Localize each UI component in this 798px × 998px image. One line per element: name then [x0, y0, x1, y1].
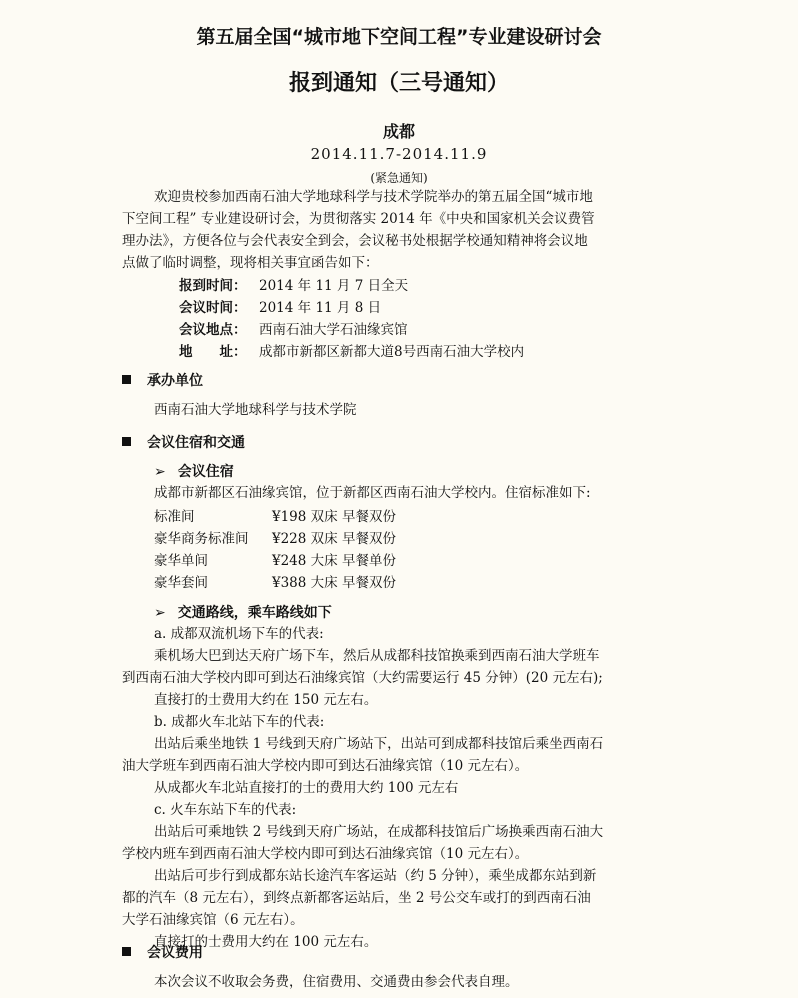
- transport-line: 油大学班车到西南石油大学校内即可到达石油缘宾馆（10 元左右）。: [122, 758, 529, 774]
- info-label: 会议地点：: [179, 322, 247, 338]
- room-row: [154, 527, 396, 547]
- host-body: 西南石油大学地球科学与技术学院: [154, 402, 357, 418]
- transport-line: 直接打的士费用大约在 150 元左右。: [154, 692, 378, 708]
- room-name: 豪华商务标准间: [154, 531, 249, 547]
- info-label: 地 址：: [179, 344, 247, 360]
- info-value: 成都市新都区新都大道8号西南石油大学校内: [259, 344, 525, 360]
- info-row: [179, 274, 408, 294]
- transport-line: a. 成都双流机场下车的代表:: [154, 626, 324, 642]
- section-heading-fee: 会议费用: [122, 942, 203, 962]
- transport-line: 出站后乘坐地铁 1 号线到天府广场站下，出站可到成都科技馆后乘坐西南石: [154, 736, 604, 752]
- section-heading-host: 承办单位: [122, 370, 203, 390]
- transport-line: 大学石油缘宾馆（6 元左右）。: [122, 912, 304, 928]
- bullet-square-icon: [122, 375, 131, 384]
- transport-line: 直接打的士费用大约在 100 元左右。: [154, 934, 378, 950]
- arrow-bullet-icon: ➢: [154, 464, 166, 480]
- subheading-transport: ➢ 交通路线，乘车路线如下: [154, 605, 332, 621]
- room-name: 标准间: [154, 509, 195, 525]
- room-detail: ¥198 双床 早餐双份: [272, 509, 396, 525]
- arrow-bullet-icon: ➢: [154, 605, 166, 621]
- date-range: 2014.11.7-2014.11.9: [310, 145, 488, 163]
- room-row: [154, 505, 396, 525]
- bullet-square-icon: [122, 947, 131, 956]
- info-value: 2014 年 11 月 8 日: [259, 300, 382, 316]
- intro-line: 点做了临时调整，现将相关事宜函告如下：: [122, 255, 379, 271]
- room-detail: ¥248 大床 早餐单份: [272, 553, 396, 569]
- info-value: 西南石油大学石油缘宾馆: [259, 322, 408, 338]
- room-row: [154, 549, 396, 569]
- transport-line: c. 火车东站下车的代表:: [154, 802, 297, 818]
- room-detail: ¥228 双床 早餐双份: [272, 531, 396, 547]
- transport-line: b. 成都火车北站下车的代表:: [154, 714, 325, 730]
- info-label: 会议时间：: [179, 300, 247, 316]
- transport-line: 到西南石油大学校内即可到达石油缘宾馆（大约需要运行 45 分钟）(20 元左右);: [122, 670, 603, 686]
- subheading-accommodation: ➢ 会议住宿: [154, 464, 234, 480]
- transport-line: 都的汽车（8 元左右），到终点新都客运站后，坐 2 号公交车或打的到西南石油: [122, 890, 591, 906]
- section-heading-lodging: 会议住宿和交通: [122, 432, 245, 452]
- transport-line: 出站后可乘地铁 2 号线到天府广场站，在成都科技馆后广场换乘西南石油大: [154, 824, 604, 840]
- intro-line: 下空间工程” 专业建设研讨会，为贯彻落实 2014 年《中央和国家机关会议费管: [122, 211, 595, 227]
- transport-line: 乘机场大巴到达天府广场下车，然后从成都科技馆换乘到西南石油大学班车: [154, 648, 600, 664]
- transport-line: 出站后可步行到成都东站长途汽车客运站（约 5 分钟），乘坐成都东站到新: [154, 868, 597, 884]
- info-value: 2014 年 11 月 7 日全天: [259, 278, 409, 294]
- info-row: [179, 318, 408, 338]
- page-title: 第五届全国“城市地下空间工程”专业建设研讨会: [196, 26, 602, 48]
- intro-line: 理办法》，方便各位与会代表安全到会，会议秘书处根据学校通知精神将会议地: [122, 233, 588, 249]
- room-row: [154, 571, 396, 591]
- bullet-square-icon: [122, 437, 131, 446]
- info-row: [179, 340, 524, 360]
- fee-body: 本次会议不收取会务费，住宿费用、交通费由参会代表自理。: [154, 974, 519, 990]
- room-name: 豪华套间: [154, 575, 208, 591]
- page-subtitle: 报到通知（三号通知）: [288, 71, 509, 96]
- city-heading: 成都: [382, 122, 415, 141]
- accommodation-desc: 成都市新都区石油缘宾馆，位于新都区西南石油大学校内。住宿标准如下:: [154, 485, 591, 501]
- transport-line: 从成都火车北站直接打的士的费用大约 100 元左右: [154, 780, 459, 796]
- intro-line: 欢迎贵校参加西南石油大学地球科学与技术学院举办的第五届全国“城市地: [154, 189, 593, 205]
- urgent-label: (紧急通知): [370, 171, 428, 185]
- transport-line: 学校内班车到西南石油大学校内即可到达石油缘宾馆（10 元左右）。: [122, 846, 529, 862]
- room-name: 豪华单间: [154, 553, 208, 569]
- info-row: [179, 296, 381, 316]
- info-label: 报到时间：: [179, 278, 247, 294]
- room-detail: ¥388 大床 早餐双份: [272, 575, 396, 591]
